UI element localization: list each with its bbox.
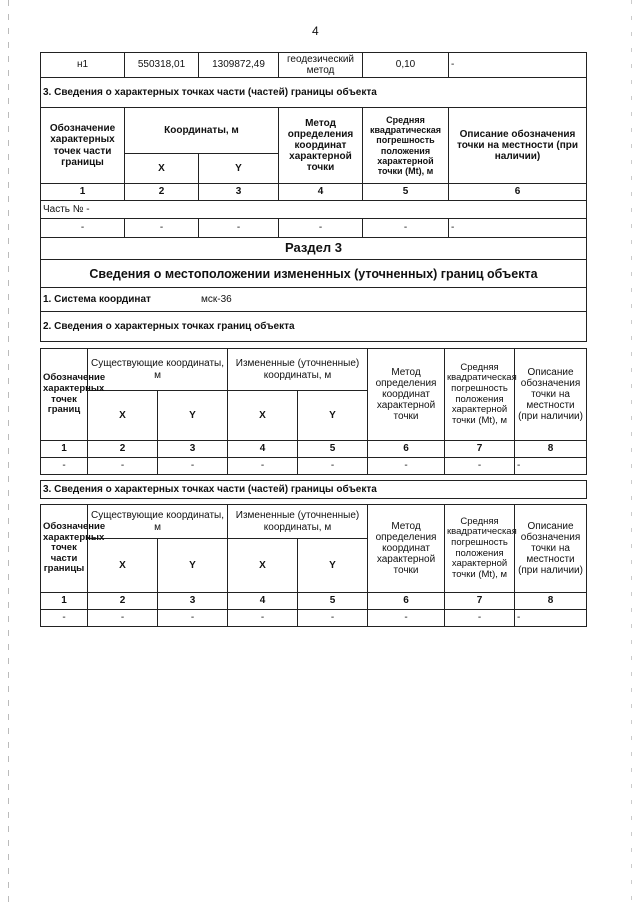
cell: - [449, 219, 587, 238]
col-number: 5 [363, 184, 449, 201]
header-method: Метод определения координат характерной точки [368, 505, 445, 593]
cell: - [445, 610, 515, 627]
cell: - [158, 458, 228, 475]
section-subheading: Сведения о местоположении измененных (уточненных) границ объекта [41, 260, 587, 288]
col-number: 3 [158, 593, 228, 610]
cell: - [368, 458, 445, 475]
cell: - [298, 458, 368, 475]
cell: - [125, 219, 199, 238]
col-number: 3 [158, 441, 228, 458]
table-row [41, 610, 587, 627]
cell: 1309872,49 [199, 53, 279, 78]
col-number: 4 [279, 184, 363, 201]
table-row [41, 458, 587, 475]
cell: - [158, 610, 228, 627]
col-number: 2 [125, 184, 199, 201]
header-method: Метод определения координат характерной точки [279, 108, 363, 184]
header-designation: Обозначение характерных точек границ [41, 349, 88, 441]
col-number: 4 [228, 441, 298, 458]
cell: 550318,01 [125, 53, 199, 78]
col-number: 1 [41, 593, 88, 610]
coord-system-row [41, 288, 587, 312]
header-x: X [125, 154, 199, 184]
col-number: 1 [41, 441, 88, 458]
scan-edge-left [8, 0, 9, 905]
part-label: Часть № - [41, 201, 587, 219]
col-number: 8 [515, 441, 587, 458]
col-number: 2 [88, 441, 158, 458]
section-title: 2. Сведения о характерных точках границ объекта [41, 312, 587, 342]
cell: - [41, 458, 88, 475]
cell: - [515, 610, 587, 627]
cell: - [515, 458, 587, 475]
coord-system-label: 1. Система координат [43, 293, 151, 305]
cell: - [228, 458, 298, 475]
cell: - [279, 219, 363, 238]
top-data-row [41, 53, 587, 78]
cell: - [368, 610, 445, 627]
section-heading: Раздел 3 [41, 238, 587, 260]
cell: - [445, 458, 515, 475]
cell: - [88, 610, 158, 627]
col-number: 7 [445, 441, 515, 458]
col-number: 7 [445, 593, 515, 610]
section-title: 3. Сведения о характерных точках части (частей) границы объекта [41, 481, 587, 499]
col-number: 5 [298, 593, 368, 610]
header-description: Описание обозначения точки на местности (при наличии) [449, 108, 587, 184]
cell: - [228, 610, 298, 627]
part-points-table [40, 504, 587, 627]
header-changed: Измененные (уточненные) координаты, м [228, 349, 368, 391]
header-y: Y [158, 539, 228, 593]
coord-system-value: мск-36 [201, 293, 232, 305]
cell: - [88, 458, 158, 475]
upper-table [40, 52, 587, 342]
col-number: 8 [515, 593, 587, 610]
points-table [40, 348, 587, 499]
header-y: Y [199, 154, 279, 184]
header-error: Средняя квадратическая погрешность положения характерной точки (Mt), м [445, 349, 515, 441]
page-number: 4 [312, 24, 319, 38]
cell: - [363, 219, 449, 238]
header-error: Средняя квадратическая погрешность положения характерной точки (Mt), м [363, 108, 449, 184]
col-number: 6 [368, 441, 445, 458]
header-y: Y [298, 391, 368, 441]
header-x: X [88, 539, 158, 593]
cell: н1 [41, 53, 125, 78]
cell: 0,10 [363, 53, 449, 78]
cell: - [199, 219, 279, 238]
header-designation: Обозначение характерных точек части границы [41, 108, 125, 184]
table-row [41, 219, 587, 238]
col-number: 1 [41, 184, 125, 201]
header-designation: Обозначение характерных точек части границы [41, 505, 88, 593]
col-number: 4 [228, 593, 298, 610]
header-changed: Измененные (уточненные) координаты, м [228, 505, 368, 539]
header-existing: Существующие координаты, м [88, 505, 228, 539]
cell: - [41, 219, 125, 238]
cell: геодезический метод [279, 53, 363, 78]
col-number: 6 [368, 593, 445, 610]
col-number: 6 [449, 184, 587, 201]
header-method: Метод определения координат характерной точки [368, 349, 445, 441]
cell: - [298, 610, 368, 627]
header-existing: Существующие координаты, м [88, 349, 228, 391]
cell: - [449, 53, 587, 78]
header-description: Описание обозначения точки на местности (при наличии) [515, 505, 587, 593]
header-coords: Координаты, м [125, 108, 279, 154]
section-title: 3. Сведения о характерных точках части (частей) границы объекта [41, 78, 587, 108]
cell: - [41, 610, 88, 627]
header-y: Y [158, 391, 228, 441]
col-number: 3 [199, 184, 279, 201]
col-number: 2 [88, 593, 158, 610]
col-number: 5 [298, 441, 368, 458]
header-error: Средняя квадратическая погрешность положения характерной точки (Mt), м [445, 505, 515, 593]
scan-edge-right [631, 0, 632, 905]
header-y: Y [298, 539, 368, 593]
header-x: X [228, 391, 298, 441]
header-description: Описание обозначения точки на местности (при наличии) [515, 349, 587, 441]
header-x: X [88, 391, 158, 441]
header-x: X [228, 539, 298, 593]
